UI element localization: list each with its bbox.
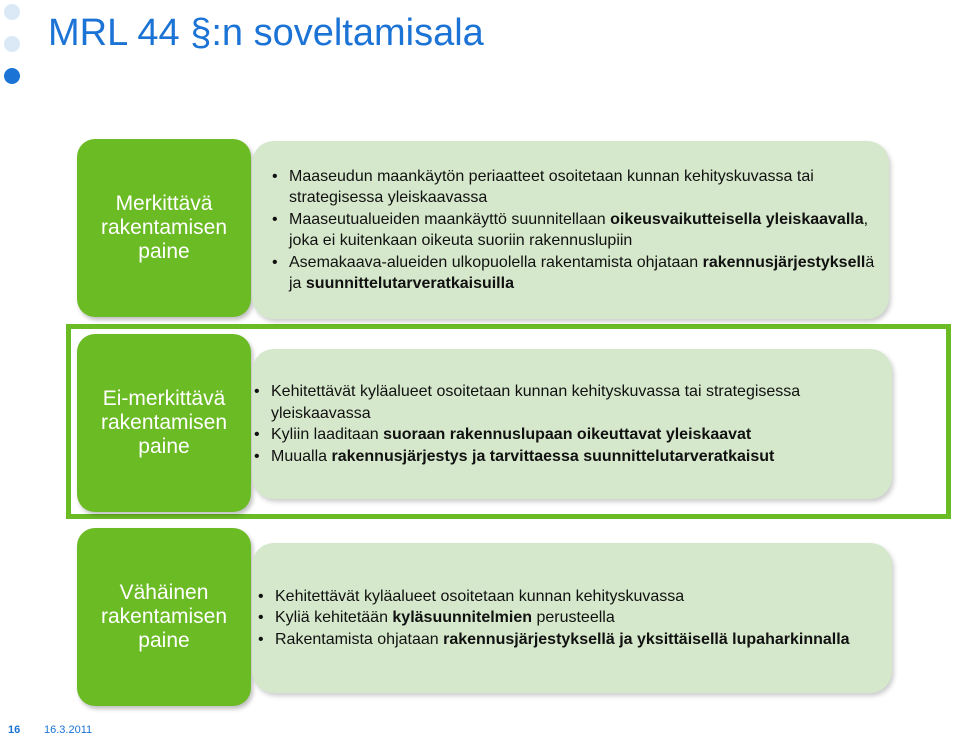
decorative-dot-1 <box>4 4 20 20</box>
footer-date: 16.3.2011 <box>44 724 93 736</box>
decorative-dot-2 <box>4 36 20 52</box>
text: Maaseutualueiden maankäyttö suunnitellaan <box>289 210 611 228</box>
bold-text: rakennusjärjestyksellä ja yksittäisellä lupaharkinnalla <box>443 630 850 648</box>
content-minor-pressure <box>252 543 892 693</box>
label-significant-pressure: Merkittävä rakentamisen paine <box>77 139 251 317</box>
bullet-list <box>256 586 850 651</box>
bullet-item <box>256 629 850 651</box>
bullet-list <box>252 381 878 467</box>
bullet-item <box>256 586 850 608</box>
text: ä ja <box>289 253 875 292</box>
bullet-item <box>256 607 850 629</box>
bullet-item <box>252 424 878 446</box>
bold-text: suunnittelutarveratkaisuilla <box>305 275 514 292</box>
bold-text: rakennusjärjestyksell <box>702 253 866 271</box>
text: Kehitettävät kyläalueet osoitetaan kunnan kehityskuvassa tai strategisessa yleiskaavassa <box>271 383 801 422</box>
bullet-item <box>270 252 875 295</box>
bold-text: kyläsuunnitelmien <box>392 609 532 627</box>
bullet-item <box>252 446 878 468</box>
bullet-item <box>270 166 875 209</box>
text: Kyliin laaditaan <box>271 426 384 443</box>
text: , joka ei kuitenkaan oikeuta suoriin rakennuslupiin <box>289 210 869 249</box>
label-non-significant-pressure: Ei-merkittävä rakentamisen paine <box>77 334 251 512</box>
content-significant-pressure <box>252 141 889 319</box>
text: Asemakaava-alueiden ulkopuolella rakentamista ohjataan <box>289 253 703 271</box>
text: Maaseudun maankäytön periaatteet osoitetaan kunnan kehityskuvassa tai strategisessa yleiskaavassa <box>289 167 814 206</box>
decorative-dot-3 <box>4 68 20 84</box>
bold-text: oikeusvaikutteisella yleiskaavalla <box>610 210 864 228</box>
content-non-significant-pressure <box>252 349 892 499</box>
text: Rakentamista ohjataan <box>275 630 444 648</box>
bullet-item <box>270 209 875 252</box>
text: Muualla <box>271 447 332 465</box>
bullet-list <box>270 166 875 295</box>
text: Kyliä kehitetään <box>275 609 393 627</box>
text: Kehitettävät kyläalueet osoitetaan kunnan kehityskuvassa <box>275 587 685 605</box>
slide-title: MRL 44 §:n soveltamisala <box>48 12 484 54</box>
slide-number: 16 <box>8 724 21 736</box>
label-minor-pressure: Vähäinen rakentamisen paine <box>77 528 251 706</box>
bold-text: suoraan rakennuslupaan oikeuttavat yleiskaavat <box>383 426 752 443</box>
text: perusteella <box>532 609 615 627</box>
bullet-item <box>252 381 878 424</box>
bold-text: rakennusjärjestys ja tarvittaessa suunnittelutarveratkaisut <box>331 447 775 465</box>
